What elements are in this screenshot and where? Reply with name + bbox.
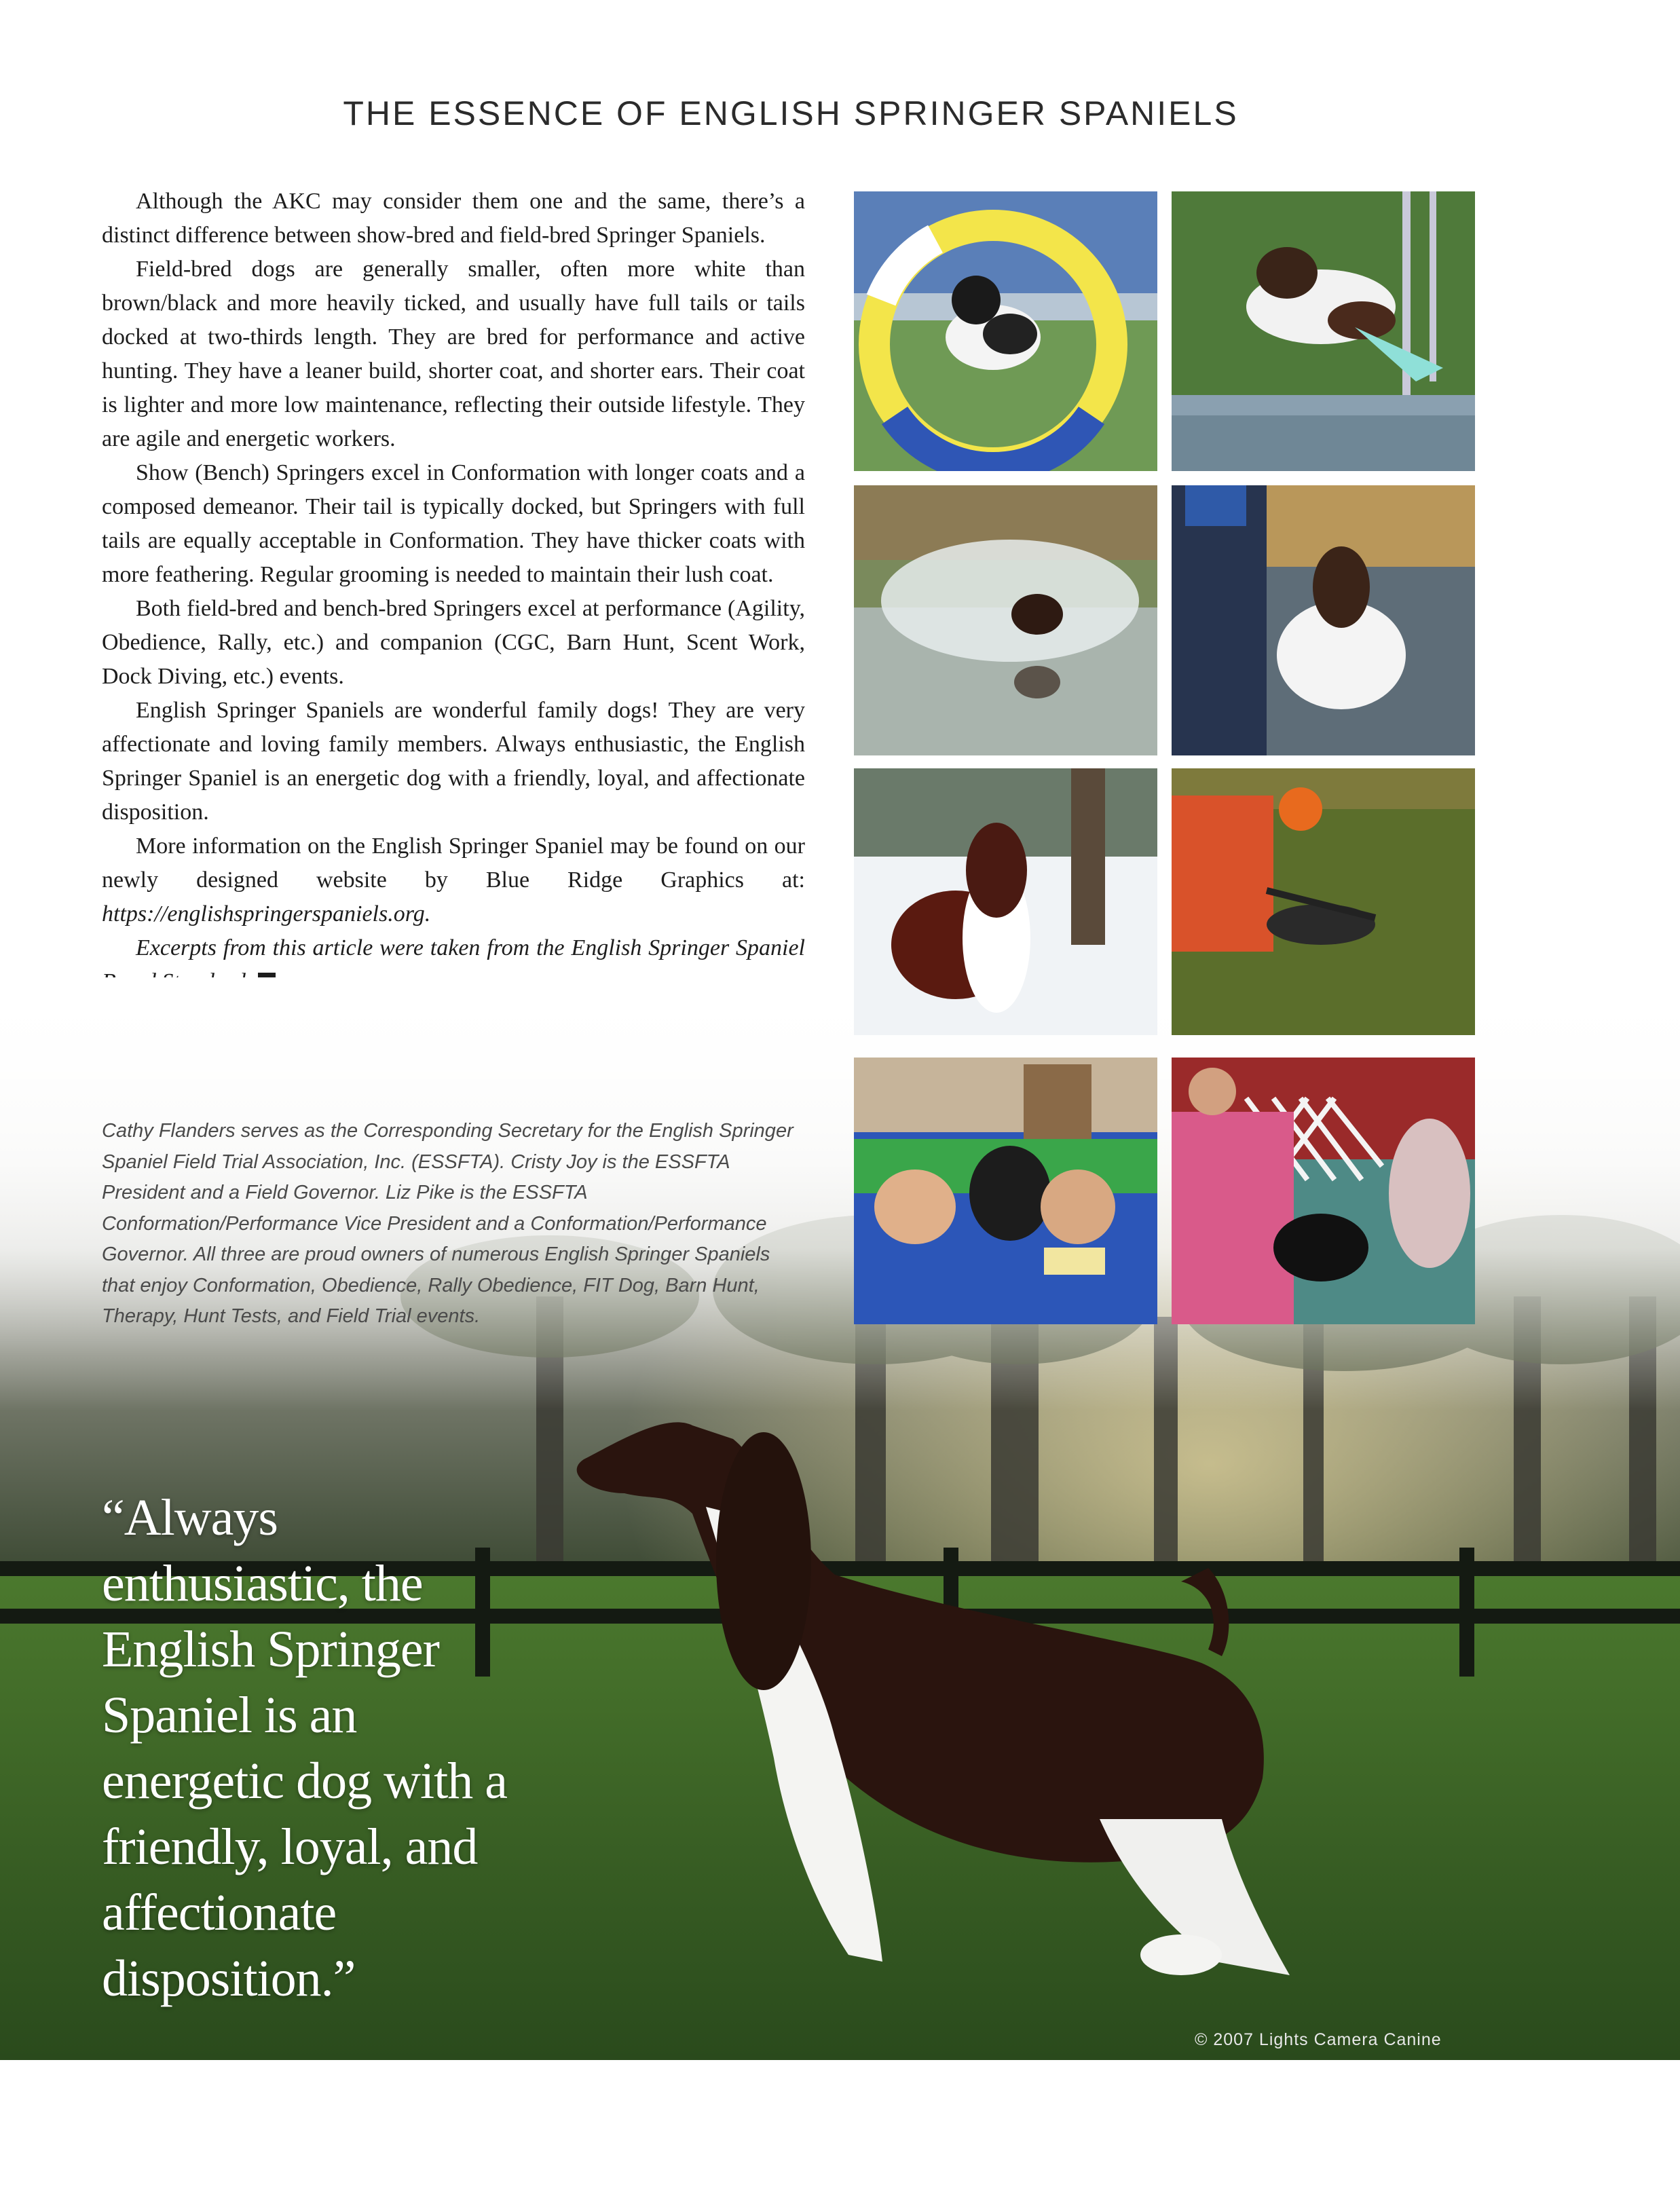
- website-link[interactable]: https://englishspringerspaniels.org.: [102, 901, 431, 927]
- article-paragraph: Field-bred dogs are generally smaller, often more white than brown/black and more heavily ticked, and usually have full tails or tails docked at two-thirds length. They are bred for performance and active hunting. They have a leaner build, shorter coat, and shorter ears. Their coat is lighter and more low maintenance, reflecting their outside lifestyle. They are agile and energetic workers.: [102, 257, 805, 451]
- photo-field-hunting: [1172, 768, 1475, 1035]
- article-paragraph: [102, 829, 805, 931]
- photo-dock-diving: [1172, 191, 1475, 471]
- pull-quote: “Always enthusiastic, the English Springer Spaniel is an energetic dog with a friendly, loyal, and affectionate disposition.”: [102, 1489, 507, 2007]
- photo-show-ring-gaiting: [1172, 485, 1475, 755]
- website-sentence: More information on the English Springer Spaniel may be found on our newly designed website by Blue Ridge Graphics at:: [102, 834, 805, 893]
- page-title: THE ESSENCE OF ENGLISH SPRINGER SPANIELS: [343, 94, 1239, 132]
- photo-water-splash: [854, 485, 1157, 755]
- photo-credit: © 2007 Lights Camera Canine: [1195, 2030, 1442, 2049]
- article-body: [102, 185, 805, 999]
- photo-snow-portrait: [854, 768, 1157, 1035]
- photo-show-ring-stacking: [1172, 1058, 1475, 1324]
- article-paragraph: Although the AKC may consider them one and the same, there’s a distinct difference between show-bred and field-bred Springer Spaniels.: [102, 189, 805, 248]
- photo-children-reading: [854, 1058, 1157, 1324]
- article-paragraph: Show (Bench) Springers excel in Conformation with longer coats and a composed demeanor. Their tail is typically docked, but Springers with full tails are equally acceptable in Conformation. They have thicker coats with more feathering. Regular grooming is needed to maintain their lush coat.: [102, 460, 805, 587]
- article-paragraph: Both field-bred and bench-bred Springers excel at performance (Agility, Obedience, Rally, etc.) and companion (CGC, Barn Hunt, Scent Work, Dock Diving, etc.) events.: [102, 596, 805, 689]
- article-paragraph: English Springer Spaniels are wonderful family dogs! They are very affectionate and loving family members. Always enthusiastic, the English Springer Spaniel is an energetic dog with a friendly, loyal, and affectionate disposition.: [102, 698, 805, 825]
- authors-bio: Cathy Flanders serves as the Corresponding Secretary for the English Springer Spaniel Field Trial Association, Inc. (ESSFTA). Cristy Joy is the ESSFTA President and a Field Governor. Liz Pike is the ESSFTA Conformation/Performance Vice President and a Conformation/Performance Governor. All three are proud owners of numerous English Springer Spaniels that enjoy Conformation, Obedience, Rally Obedience, FIT Dog, Barn Hunt, Therapy, Hunt Tests, and Field Trial events.: [102, 1120, 794, 1327]
- credit-text: Excerpts from this article were taken from the English Springer Spaniel: [136, 935, 805, 960]
- photo-agility-tire-jump: [854, 191, 1157, 471]
